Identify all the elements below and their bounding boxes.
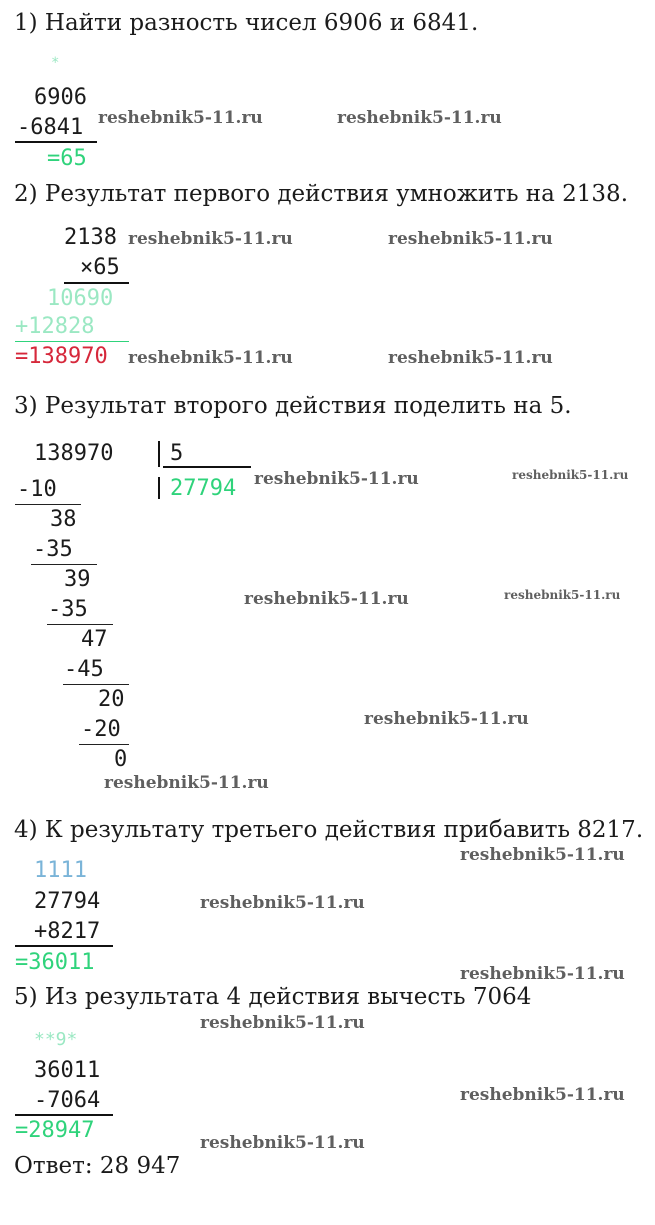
sum-line bbox=[15, 945, 113, 947]
minuend: 6906 bbox=[34, 85, 87, 110]
sum-result: =36011 bbox=[15, 950, 95, 975]
division-step: 38 bbox=[50, 507, 77, 532]
subtrahend: -7064 bbox=[34, 1088, 101, 1113]
watermark: reshebnik5-11.ru bbox=[200, 893, 365, 913]
sum-line bbox=[15, 1114, 113, 1116]
watermark: reshebnik5-11.ru bbox=[200, 1013, 365, 1033]
product-result: =138970 bbox=[15, 344, 108, 369]
division-bar bbox=[158, 441, 160, 467]
dividend: 138970 bbox=[34, 441, 114, 466]
division-step: 47 bbox=[81, 627, 108, 652]
step-line bbox=[15, 504, 81, 505]
divisor-line bbox=[163, 466, 251, 468]
borrow-marks: **9* bbox=[34, 1029, 78, 1050]
watermark: reshebnik5-11.ru bbox=[512, 468, 629, 482]
partial-product-2: +12828 bbox=[15, 314, 95, 339]
task-1-heading: 1) Найти разность чисел 6906 и 6841. bbox=[14, 10, 479, 36]
sum-line bbox=[15, 141, 97, 143]
watermark: reshebnik5-11.ru bbox=[337, 108, 502, 128]
watermark: reshebnik5-11.ru bbox=[244, 589, 409, 609]
factor-1: 2138 bbox=[64, 225, 117, 250]
watermark: reshebnik5-11.ru bbox=[200, 1133, 365, 1153]
result: =65 bbox=[47, 146, 87, 171]
difference-result: =28947 bbox=[15, 1118, 95, 1143]
task-3-heading: 3) Результат второго действия поделить на 5. bbox=[14, 393, 572, 419]
carry-marks: 1111 bbox=[34, 858, 87, 883]
addend-1: 27794 bbox=[34, 889, 101, 914]
division-step: -45 bbox=[64, 657, 104, 682]
watermark: reshebnik5-11.ru bbox=[254, 469, 419, 489]
step-line bbox=[63, 684, 129, 685]
watermark: reshebnik5-11.ru bbox=[98, 108, 263, 128]
division-step: 39 bbox=[64, 567, 91, 592]
product-line bbox=[64, 282, 129, 284]
division-bar bbox=[158, 477, 160, 499]
watermark: reshebnik5-11.ru bbox=[460, 964, 625, 984]
division-step: -35 bbox=[48, 597, 88, 622]
division-step: -20 bbox=[81, 717, 121, 742]
step-line bbox=[79, 744, 129, 745]
quotient: 27794 bbox=[170, 476, 237, 501]
watermark: reshebnik5-11.ru bbox=[460, 1085, 625, 1105]
borrow-marks: * bbox=[51, 55, 60, 71]
division-step: -35 bbox=[33, 537, 73, 562]
division-step: -10 bbox=[17, 477, 57, 502]
watermark: reshebnik5-11.ru bbox=[128, 229, 293, 249]
divisor: 5 bbox=[170, 441, 184, 466]
minuend: 36011 bbox=[34, 1058, 101, 1083]
watermark: reshebnik5-11.ru bbox=[364, 709, 529, 729]
subtrahend: -6841 bbox=[17, 115, 84, 140]
step-line bbox=[31, 564, 97, 565]
task-4-heading: 4) К результату третьего действия прибавить 8217. bbox=[14, 817, 644, 843]
division-step: 0 bbox=[114, 747, 128, 772]
step-line bbox=[47, 624, 113, 625]
watermark: reshebnik5-11.ru bbox=[504, 588, 621, 602]
sum-line bbox=[15, 341, 129, 342]
partial-product-1: 10690 bbox=[47, 286, 114, 311]
watermark: reshebnik5-11.ru bbox=[128, 348, 293, 368]
watermark: reshebnik5-11.ru bbox=[388, 229, 553, 249]
watermark: reshebnik5-11.ru bbox=[104, 773, 269, 793]
watermark: reshebnik5-11.ru bbox=[388, 348, 553, 368]
addend-2: +8217 bbox=[34, 919, 101, 944]
task-5-heading: 5) Из результата 4 действия вычесть 7064 bbox=[14, 984, 532, 1010]
division-step: 20 bbox=[98, 687, 125, 712]
watermark: reshebnik5-11.ru bbox=[460, 845, 625, 865]
task-2-heading: 2) Результат первого действия умножить на 2138. bbox=[14, 181, 629, 207]
factor-2: ×65 bbox=[80, 255, 120, 280]
answer-text: Ответ: 28 947 bbox=[14, 1153, 181, 1179]
